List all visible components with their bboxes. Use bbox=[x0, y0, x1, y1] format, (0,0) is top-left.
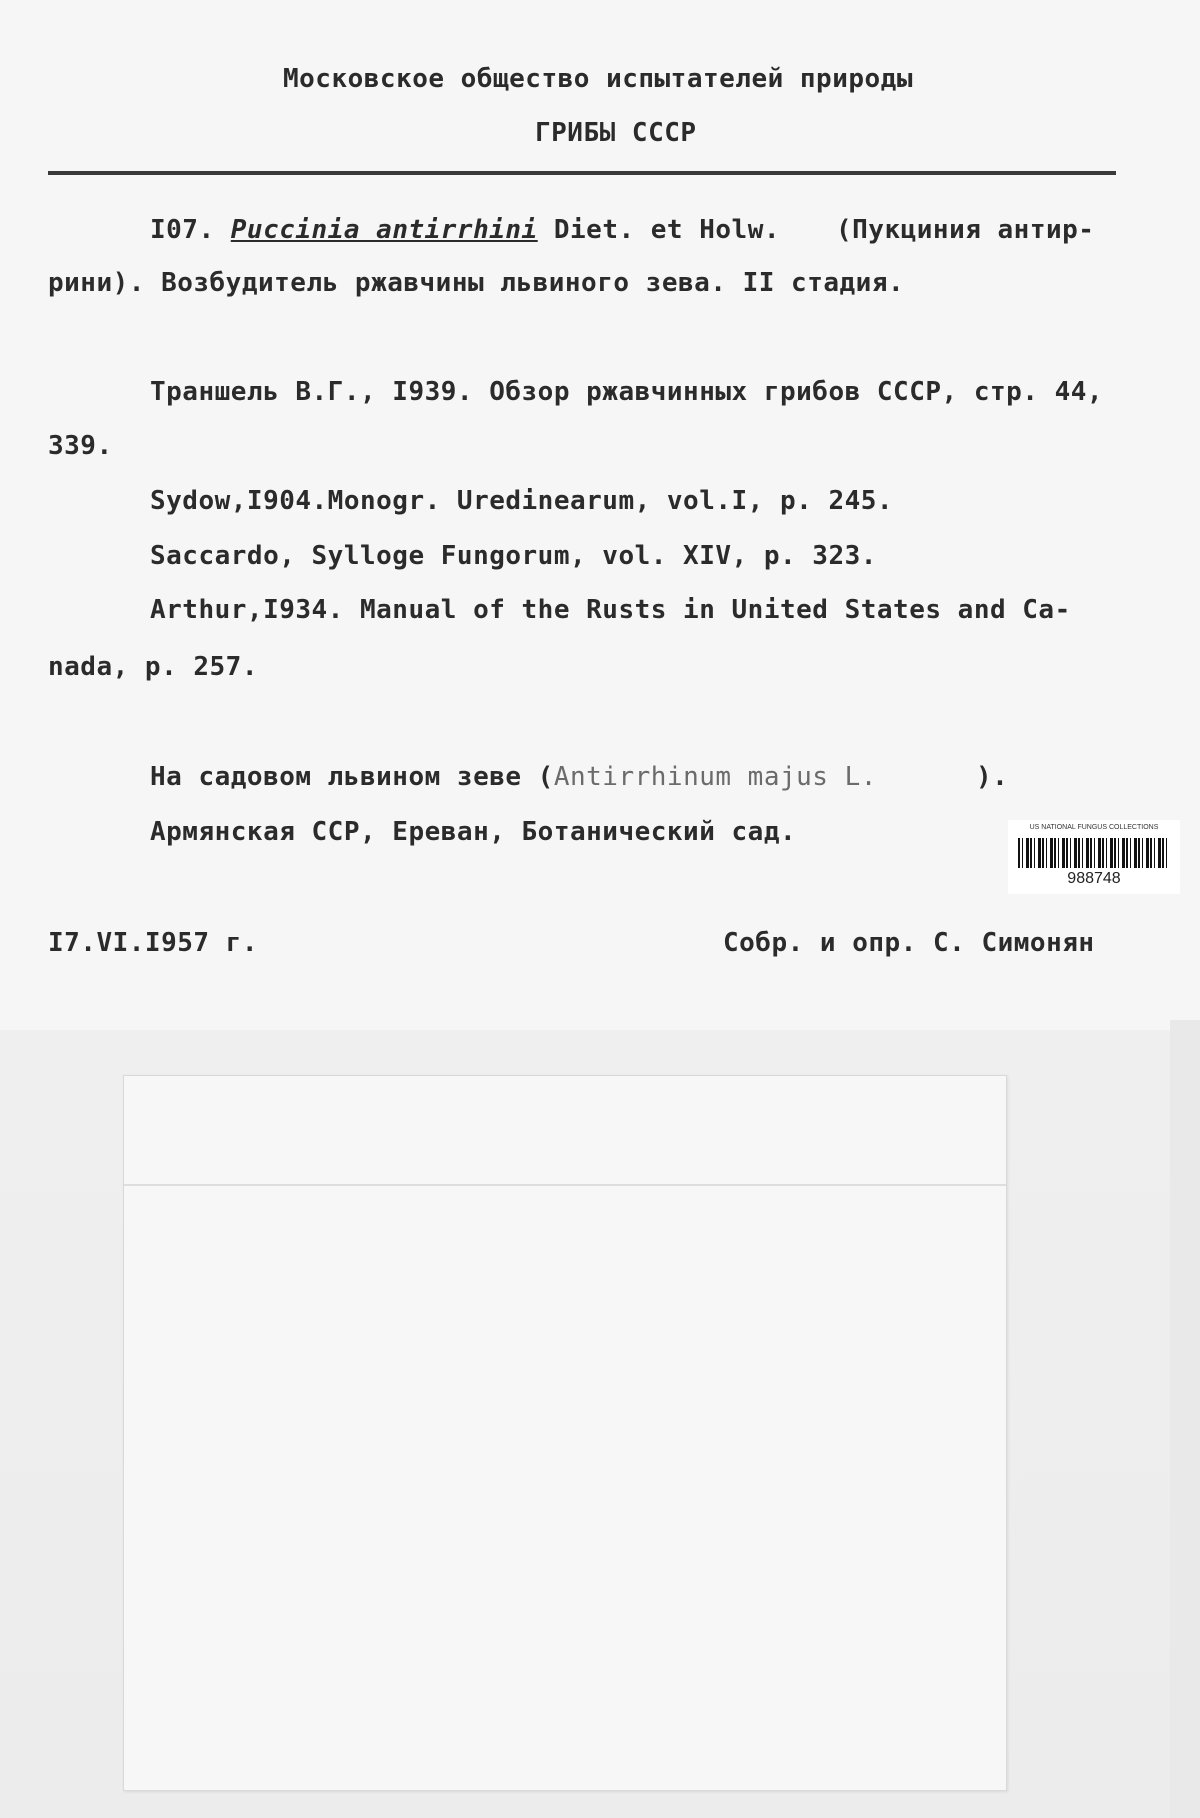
header-rule bbox=[48, 171, 1116, 175]
packet-flap-fold bbox=[124, 1184, 1006, 1186]
host-line bbox=[150, 762, 877, 792]
reference-4-line-1: Arthur,I934. Manual of the Rusts in United States and Ca- bbox=[150, 595, 1071, 625]
host-latin: Antirrhinum majus L. bbox=[553, 762, 877, 792]
specimen-packet bbox=[123, 1075, 1007, 1791]
collector: Собр. и опр. С. Симонян bbox=[723, 928, 1095, 958]
barcode-label bbox=[1008, 820, 1180, 894]
entry-number: I07. bbox=[150, 215, 215, 245]
collection-date: I7.VI.I957 г. bbox=[48, 928, 258, 958]
barcode-icon bbox=[1018, 838, 1170, 868]
reference-1-line-2: 339. bbox=[48, 431, 113, 461]
sheet-edge bbox=[1170, 1020, 1200, 1818]
reference-1-line-1: Траншель В.Г., I939. Обзор ржавчинных грибов СССР, стр. 44, bbox=[150, 377, 1104, 407]
common-name-part1: (Пукциния антир- bbox=[836, 215, 1095, 245]
reference-3: Saccardo, Sylloge Fungorum, vol. XIV, p. 323. bbox=[150, 541, 877, 571]
entry-line-1 bbox=[150, 215, 780, 245]
barcode-number: 988748 bbox=[1067, 870, 1121, 887]
species-name: Puccinia antirrhini bbox=[230, 215, 538, 245]
host-close: ). bbox=[976, 762, 1009, 792]
reference-2: Sydow,I904.Monogr. Uredinearum, vol.I, p. 245. bbox=[150, 486, 894, 516]
host-text: На садовом львином зеве ( bbox=[150, 762, 554, 792]
barcode-header: US NATIONAL FUNGUS COLLECTIONS bbox=[1029, 824, 1159, 831]
reference-4-line-2: nada, p. 257. bbox=[48, 652, 258, 682]
locality: Армянская ССР, Ереван, Ботанический сад. bbox=[150, 817, 797, 847]
species-authors: Diet. et Holw. bbox=[553, 215, 781, 245]
entry-line-2: рини). Возбудитель ржавчины львиного зева. II стадия. bbox=[48, 268, 905, 298]
series-title: ГРИБЫ СССР bbox=[535, 118, 697, 148]
society-title: Московское общество испытателей природы bbox=[283, 64, 913, 94]
